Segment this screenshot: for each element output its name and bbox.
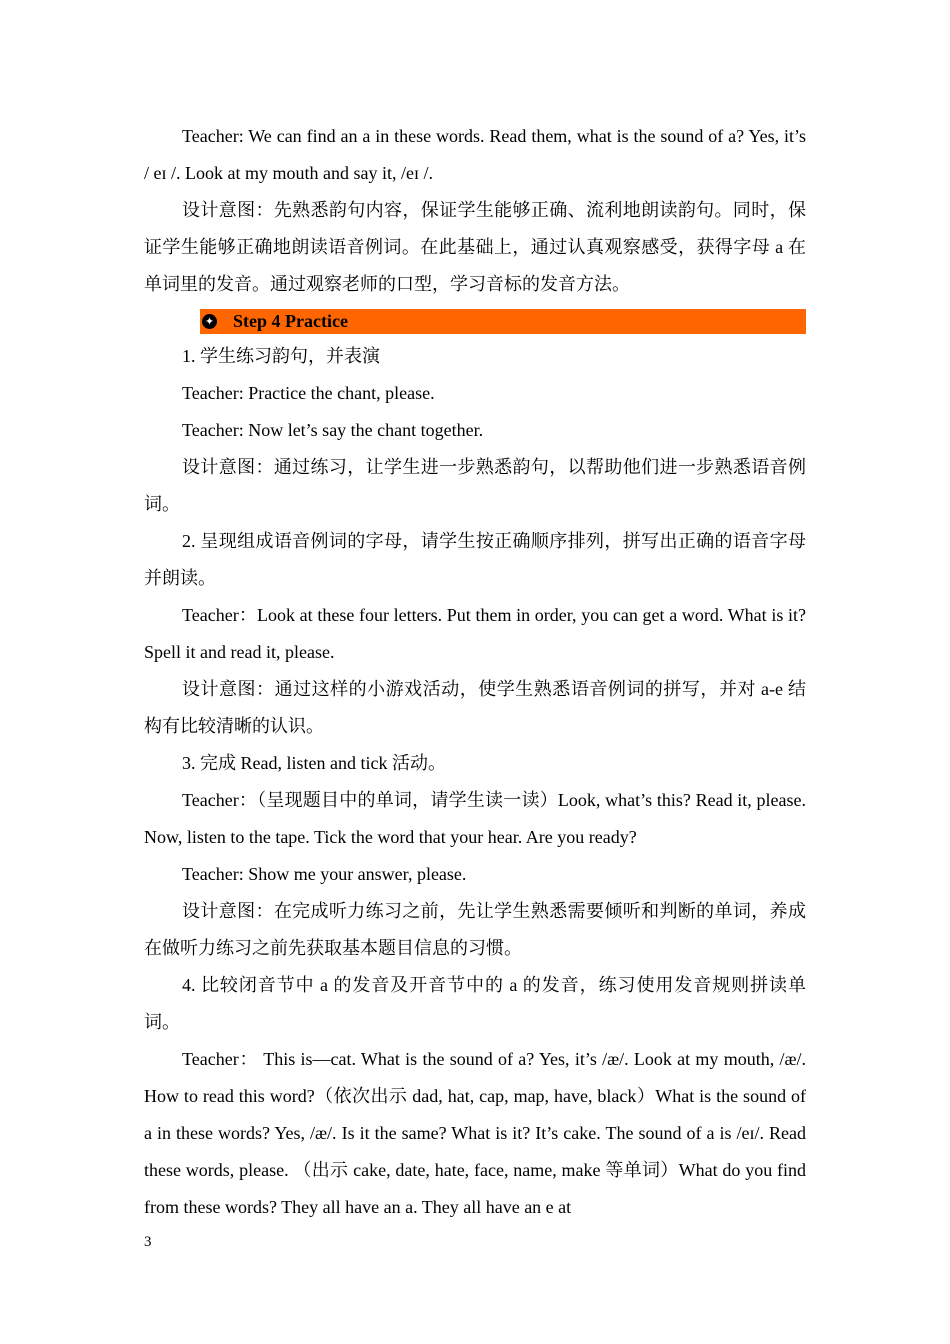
teacher-line: Teacher: Show me your answer, please. xyxy=(182,864,467,884)
design-intent-paragraph: 设计意图：通过练习，让学生进一步熟悉韵句，以帮助他们进一步熟悉语音例词。 xyxy=(144,457,806,514)
document-page xyxy=(144,118,806,1226)
teacher-line: Teacher： This is—cat. What is the sound of a? Yes, it’s /æ/. Look at my mouth, /æ/. How to read this word?（依次出示 dad, hat, cap, map, have, black）What is the sound of a in these words? Yes, /æ/. Is it the same? What is it? It’s cake. The sound of a is /eɪ/. Read these words, please. （出示 cake, date, hate, face, name, make 等单词）What do you find from these words? They all have an a. They all have an e at xyxy=(144,1049,806,1217)
step-4-header xyxy=(200,309,806,334)
list-item-1: 1. 学生练习韵句，并表演 xyxy=(182,346,380,366)
list-item-2: 2. 呈现组成语音例词的字母，请学生按正确顺序排列，拼写出正确的语音字母并朗读。 xyxy=(144,531,806,588)
list-item-4: 4. 比较闭音节中 a 的发音及开音节中的 a 的发音，练习使用发音规则拼读单词。 xyxy=(144,975,806,1032)
step-4-label: Step 4 Practice xyxy=(233,311,348,331)
list-item-3: 3. 完成 Read, listen and tick 活动。 xyxy=(182,753,446,773)
page-number: 3 xyxy=(144,1234,152,1250)
paragraph: Teacher: We can find an a in these words. Read them, what is the sound of a? Yes, it’s / eɪ /. Look at my mouth and say it, /eɪ /. xyxy=(144,126,806,183)
teacher-line: Teacher: Practice the chant, please. xyxy=(182,383,435,403)
design-intent-paragraph: 设计意图：通过这样的小游戏活动，使学生熟悉语音例词的拼写，并对 a-e 结构有比较清晰的认识。 xyxy=(144,679,806,736)
star-circle-icon: ✦ xyxy=(202,314,217,329)
design-intent-paragraph: 设计意图：在完成听力练习之前，先让学生熟悉需要倾听和判断的单词，养成在做听力练习之前先获取基本题目信息的习惯。 xyxy=(144,901,806,958)
teacher-line: Teacher: Now let’s say the chant together. xyxy=(182,420,484,440)
teacher-line: Teacher：（呈现题目中的单词，请学生读一读）Look, what’s this? Read it, please. Now, listen to the tape. Tick the word that your hear. Are you ready? xyxy=(144,790,806,847)
design-intent-paragraph: 设计意图：先熟悉韵句内容，保证学生能够正确、流利地朗读韵句。同时，保证学生能够正确地朗读语音例词。在此基础上，通过认真观察感受，获得字母 a 在单词里的发音。通过观察老师的口型，学习音标的发音方法。 xyxy=(144,200,806,294)
teacher-line: Teacher：Look at these four letters. Put them in order, you can get a word. What is it? Spell it and read it, please. xyxy=(144,605,806,662)
